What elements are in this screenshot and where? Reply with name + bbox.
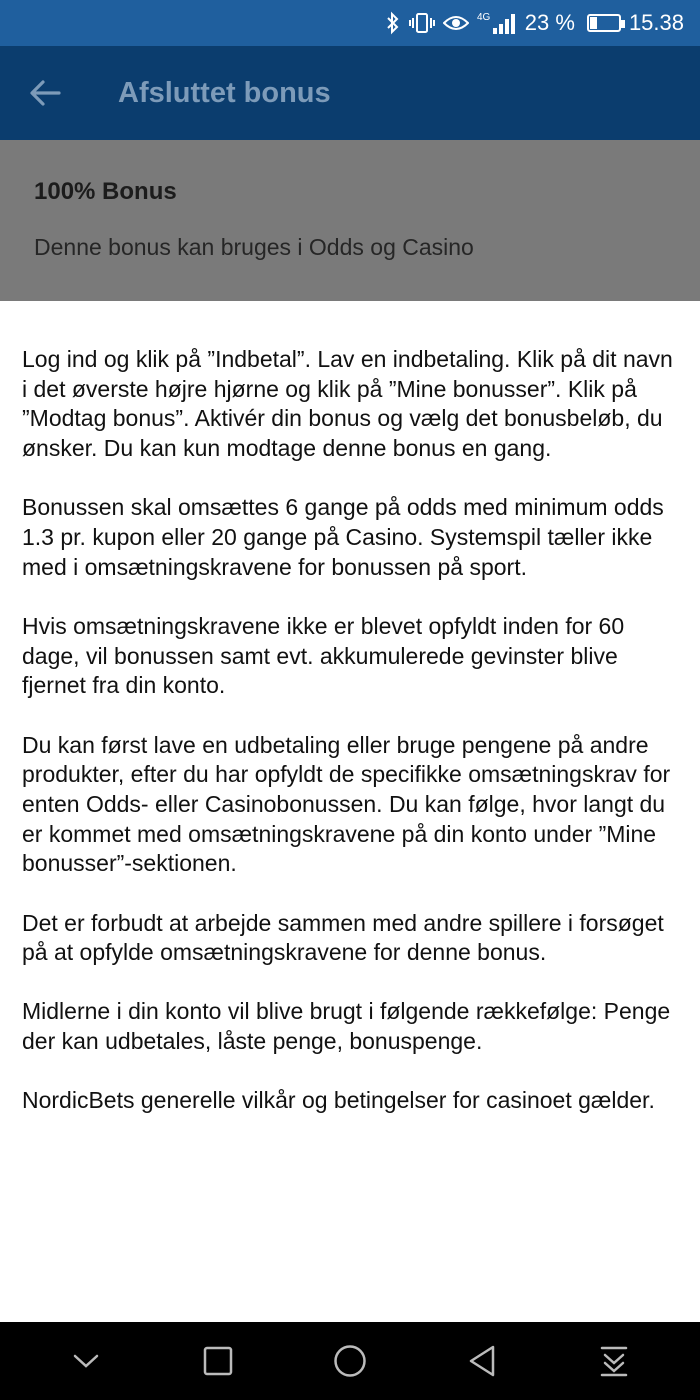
bonus-title: 100% Bonus [34,178,177,205]
eye-comfort-icon [443,12,469,34]
signal-icon [477,10,517,36]
recents-icon[interactable] [188,1331,248,1391]
back-icon[interactable] [452,1331,512,1391]
arrow-left-icon [29,79,61,107]
bluetooth-icon [385,11,401,35]
status-bar [0,0,700,46]
notification-pull-icon[interactable] [584,1331,644,1391]
navigation-bar [0,1322,700,1400]
page-title: Afsluttet bonus [118,76,331,109]
vibrate-icon [409,11,435,35]
collapse-icon[interactable] [56,1331,116,1391]
back-button[interactable] [0,46,90,140]
bonus-card[interactable] [0,140,700,302]
terms-sheet[interactable] [0,301,700,1322]
clock: 15.38 [628,10,684,35]
terms-paragraph: Log ind og klik på ”Indbetal”. Lav en indbetaling. Klik på dit navn i det øverste højre hjørne og klik på ”Mine bonusser”. Klik på ”Modtag bonus”. Aktivér din bonus og vælg det bonusbeløb, du ønsker. Du kan kun modtage denne bonus en gang. [22,346,673,462]
home-icon[interactable] [320,1331,380,1391]
battery-percentage: 23 % [524,10,575,35]
terms-paragraph: Det er forbudt at arbejde sammen med andre spillere i forsøget på at opfylde omsætningskravene for denne bonus. [22,909,664,966]
terms-paragraph: Du kan først lave en udbetaling eller bruge pengene på andre produkter, efter du har opfyldt de specifikke omsætningskrav for enten Odds- eller Casinobonussen. Du kan følge, hvor langt du er kommet med omsætningskravene på din konto under ”Mine bonusser”-sektionen. [22,731,671,877]
terms-paragraph: Midlerne i din konto vil blive brugt i følgende rækkefølge: Penge der kan udbetales, låste penge, bonuspenge. [22,998,671,1055]
terms-paragraph: NordicBets generelle vilkår og betingelser for casinoet gælder. [22,1087,655,1114]
battery-icon [587,14,621,32]
network-type-label: 4G [476,12,491,23]
bonus-subtitle: Denne bonus kan bruges i Odds og Casino [34,234,474,260]
terms-paragraph: Bonussen skal omsættes 6 gange på odds med minimum odds 1.3 pr. kupon eller 20 gange på Casino. Systemspil tæller ikke med i omsætningskravene for bonussen på sport. [22,494,664,580]
app-bar [0,46,700,140]
terms-paragraph: Hvis omsætningskravene ikke er blevet opfyldt inden for 60 dage, vil bonussen samt evt. akkumulerede gevinster blive fjernet fra din konto. [22,612,625,699]
